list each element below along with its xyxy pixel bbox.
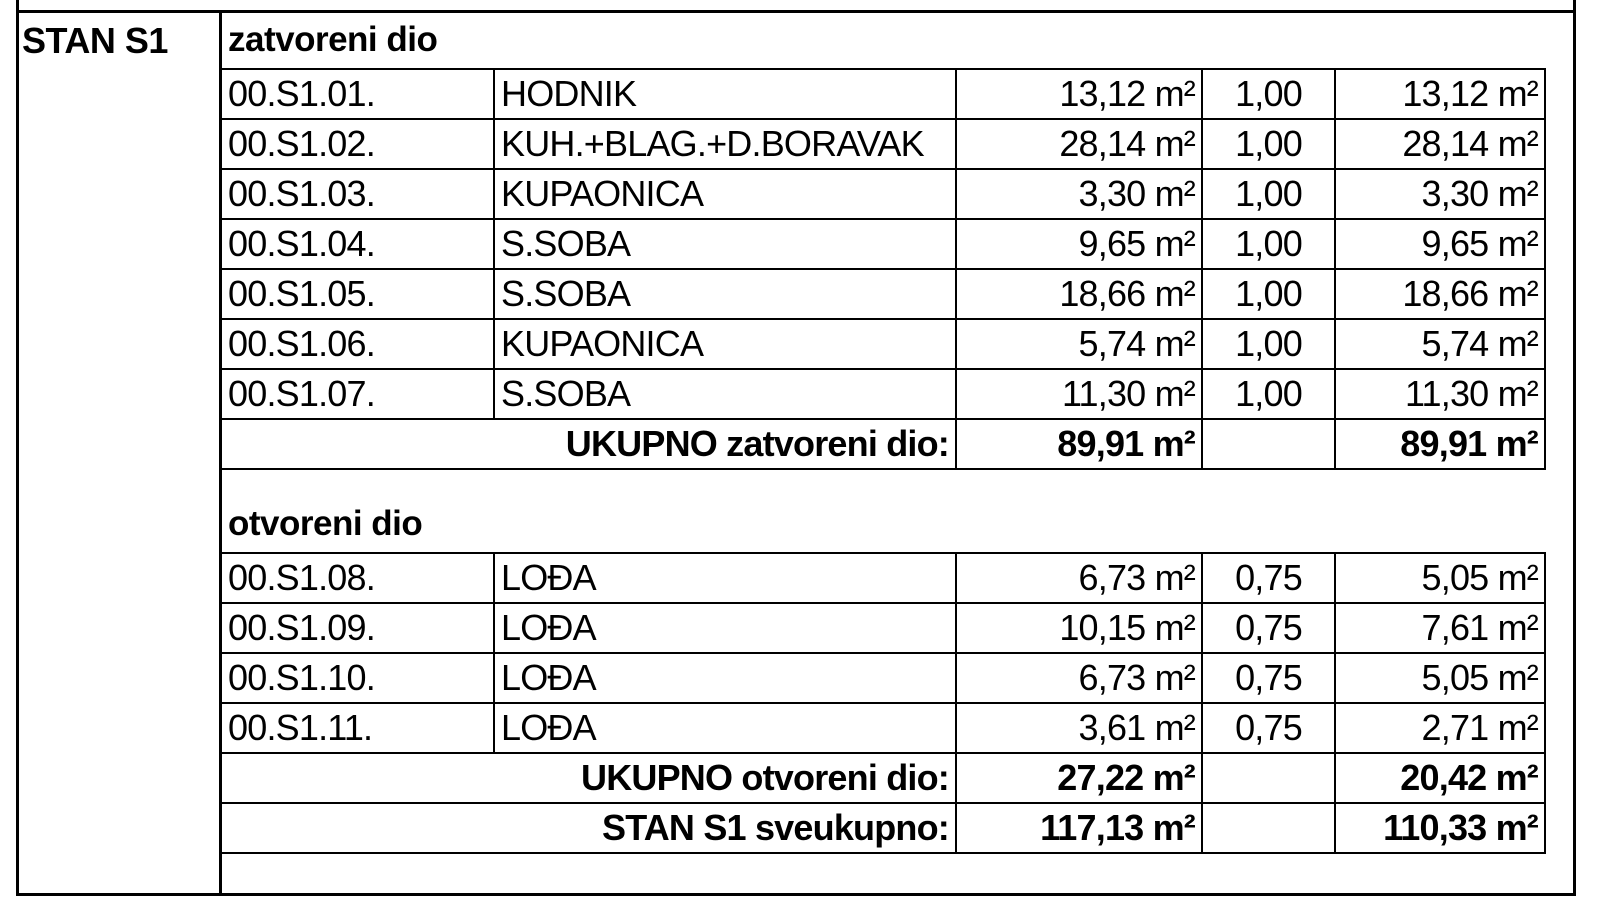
sum-area-value: 89,91	[1057, 423, 1144, 464]
room-weighted-area-value: 28,14	[1402, 123, 1489, 164]
room-weighted-area-value: 5,05	[1421, 557, 1489, 598]
room-coefficient	[1202, 603, 1335, 653]
unit-label: m²	[1154, 373, 1195, 414]
sum-label-value: UKUPNO zatvoreni dio:	[565, 423, 949, 464]
room-weighted-area-value: 13,12	[1402, 73, 1489, 114]
sum-area	[956, 419, 1202, 469]
room-coefficient	[1202, 653, 1335, 703]
room-name-value: S.SOBA	[501, 223, 631, 264]
room-code	[221, 369, 494, 419]
room-name	[494, 219, 956, 269]
table-row	[221, 553, 1545, 603]
room-name-value: HODNIK	[501, 73, 637, 114]
closed-section-table	[220, 68, 1546, 470]
section-title-open: otvoreni dio	[228, 504, 423, 543]
sum-weighted-area-value: 20,42	[1400, 757, 1487, 798]
sum-weighted-area-value: 89,91	[1400, 423, 1487, 464]
room-coefficient-value: 1,00	[1235, 173, 1302, 214]
room-weighted-area	[1335, 319, 1545, 369]
room-name	[494, 119, 956, 169]
room-weighted-area-value: 11,30	[1404, 373, 1489, 414]
sum-label-value: STAN S1 sveukupno:	[602, 807, 949, 848]
unit-label: m²	[1154, 123, 1195, 164]
room-area-value: 3,30	[1078, 173, 1146, 214]
unit-label: m²	[1497, 173, 1538, 214]
sum-weighted-area	[1335, 803, 1545, 853]
room-weighted-area	[1335, 553, 1545, 603]
unit-label: m²	[1154, 273, 1195, 314]
room-code	[221, 703, 494, 753]
room-coefficient	[1202, 269, 1335, 319]
unit-label: m²	[1497, 123, 1538, 164]
sum-label	[221, 753, 956, 803]
room-code-value: 00.S1.06.	[228, 323, 375, 364]
room-code	[221, 653, 494, 703]
table-row	[221, 219, 1545, 269]
room-code	[221, 219, 494, 269]
unit-label: m²	[1497, 657, 1538, 698]
open-section-table	[220, 552, 1546, 854]
room-coefficient-value: 0,75	[1235, 657, 1302, 698]
sum-label	[221, 803, 956, 853]
unit-label: m²	[1497, 707, 1538, 748]
room-code	[221, 553, 494, 603]
room-coefficient-value: 0,75	[1235, 607, 1302, 648]
unit-label: m²	[1154, 173, 1195, 214]
room-name-value: LOĐA	[501, 607, 596, 648]
unit-label: m²	[1154, 223, 1195, 264]
room-code	[221, 319, 494, 369]
room-name	[494, 703, 956, 753]
room-name-value: S.SOBA	[501, 373, 631, 414]
room-weighted-area	[1335, 169, 1545, 219]
room-weighted-area	[1335, 269, 1545, 319]
room-name	[494, 369, 956, 419]
empty-cell	[1202, 753, 1335, 803]
room-coefficient-value: 1,00	[1235, 373, 1302, 414]
room-coefficient	[1202, 703, 1335, 753]
unit-label: m²	[1152, 757, 1195, 798]
subtotal-row	[221, 419, 1545, 469]
room-code-value: 00.S1.08.	[228, 557, 375, 598]
room-coefficient	[1202, 553, 1335, 603]
room-weighted-area-value: 5,05	[1421, 657, 1489, 698]
unit-label: m²	[1495, 807, 1538, 848]
room-code-value: 00.S1.05.	[228, 273, 375, 314]
room-name	[494, 169, 956, 219]
table-row	[221, 119, 1545, 169]
room-weighted-area	[1335, 69, 1545, 119]
unit-label: m²	[1497, 373, 1538, 414]
room-coefficient	[1202, 219, 1335, 269]
room-name-value: LOĐA	[501, 557, 596, 598]
room-area	[956, 369, 1202, 419]
room-name	[494, 69, 956, 119]
room-area-value: 28,14	[1059, 123, 1146, 164]
sum-label-value: UKUPNO otvoreni dio:	[581, 757, 949, 798]
room-code-value: 00.S1.01.	[228, 73, 375, 114]
room-name	[494, 553, 956, 603]
room-area-value: 10,15	[1059, 607, 1146, 648]
room-area	[956, 653, 1202, 703]
room-code-value: 00.S1.02.	[228, 123, 375, 164]
room-area-value: 18,66	[1059, 273, 1146, 314]
sum-label	[221, 419, 956, 469]
unit-label: m²	[1154, 557, 1195, 598]
unit-label: m²	[1495, 423, 1538, 464]
room-coefficient	[1202, 319, 1335, 369]
unit-label: m²	[1497, 273, 1538, 314]
empty-cell	[1202, 419, 1335, 469]
table-row	[221, 69, 1545, 119]
room-area	[956, 69, 1202, 119]
unit-label: m²	[1152, 423, 1195, 464]
room-coefficient	[1202, 169, 1335, 219]
room-coefficient	[1202, 119, 1335, 169]
room-code-value: 00.S1.07.	[228, 373, 375, 414]
room-code-value: 00.S1.11.	[228, 707, 373, 748]
room-area	[956, 703, 1202, 753]
room-name	[494, 653, 956, 703]
table-row	[221, 603, 1545, 653]
room-area-value: 5,74	[1078, 323, 1146, 364]
room-code-value: 00.S1.10.	[228, 657, 375, 698]
room-area-value: 9,65	[1078, 223, 1146, 264]
room-coefficient-value: 1,00	[1235, 123, 1302, 164]
room-code-value: 00.S1.09.	[228, 607, 375, 648]
room-code-value: 00.S1.04.	[228, 223, 375, 264]
room-area-value: 13,12	[1059, 73, 1146, 114]
room-name-value: KUH.+BLAG.+D.BORAVAK	[501, 123, 924, 164]
room-area	[956, 219, 1202, 269]
room-area	[956, 119, 1202, 169]
section-title-closed: zatvoreni dio	[228, 20, 438, 59]
table-row	[221, 653, 1545, 703]
room-name-value: S.SOBA	[501, 273, 631, 314]
room-weighted-area	[1335, 119, 1545, 169]
room-name-value: KUPAONICA	[501, 173, 704, 214]
room-area	[956, 553, 1202, 603]
room-area	[956, 603, 1202, 653]
grand-total-row	[221, 803, 1545, 853]
unit-label: m²	[1497, 73, 1538, 114]
subtotal-row	[221, 753, 1545, 803]
unit-label: m²	[1152, 807, 1195, 848]
room-code	[221, 119, 494, 169]
room-name	[494, 269, 956, 319]
unit-label: m²	[1495, 757, 1538, 798]
room-weighted-area-value: 3,30	[1421, 173, 1489, 214]
room-weighted-area	[1335, 219, 1545, 269]
sum-area-value: 27,22	[1057, 757, 1144, 798]
room-coefficient-value: 1,00	[1235, 323, 1302, 364]
room-coefficient-value: 1,00	[1235, 223, 1302, 264]
sum-area	[956, 803, 1202, 853]
room-coefficient-value: 1,00	[1235, 73, 1302, 114]
unit-label: m²	[1154, 73, 1195, 114]
unit-label: m²	[1154, 707, 1195, 748]
table-row	[221, 703, 1545, 753]
table-row	[221, 169, 1545, 219]
unit-label: m²	[1154, 323, 1195, 364]
room-weighted-area-value: 2,71	[1421, 707, 1489, 748]
table-row	[221, 319, 1545, 369]
unit-label: m²	[1497, 223, 1538, 264]
room-code	[221, 603, 494, 653]
room-area-value: 6,73	[1078, 657, 1146, 698]
room-code-value: 00.S1.03.	[228, 173, 375, 214]
sum-area	[956, 753, 1202, 803]
room-coefficient-value: 1,00	[1235, 273, 1302, 314]
sum-weighted-area-value: 110,33	[1383, 807, 1487, 848]
unit-label: m²	[1497, 557, 1538, 598]
sum-weighted-area	[1335, 753, 1545, 803]
room-weighted-area	[1335, 369, 1545, 419]
room-area-value: 11,30	[1061, 373, 1146, 414]
unit-label: m²	[1154, 607, 1195, 648]
room-name	[494, 319, 956, 369]
room-name-value: KUPAONICA	[501, 323, 704, 364]
room-weighted-area	[1335, 603, 1545, 653]
room-code	[221, 69, 494, 119]
room-coefficient	[1202, 369, 1335, 419]
unit-label: m²	[1497, 607, 1538, 648]
room-coefficient-value: 0,75	[1235, 557, 1302, 598]
room-area-value: 3,61	[1078, 707, 1146, 748]
sum-area-value: 117,13	[1040, 807, 1144, 848]
room-weighted-area	[1335, 653, 1545, 703]
room-area-value: 6,73	[1078, 557, 1146, 598]
table-row	[221, 269, 1545, 319]
room-name-value: LOĐA	[501, 657, 596, 698]
room-coefficient	[1202, 69, 1335, 119]
room-code	[221, 169, 494, 219]
room-area	[956, 319, 1202, 369]
room-area	[956, 169, 1202, 219]
room-name-value: LOĐA	[501, 707, 596, 748]
room-area	[956, 269, 1202, 319]
room-coefficient-value: 0,75	[1235, 707, 1302, 748]
room-weighted-area-value: 18,66	[1402, 273, 1489, 314]
room-weighted-area-value: 9,65	[1421, 223, 1489, 264]
room-name	[494, 603, 956, 653]
room-weighted-area-value: 5,74	[1421, 323, 1489, 364]
unit-label: m²	[1154, 657, 1195, 698]
unit-label: m²	[1497, 323, 1538, 364]
empty-cell	[1202, 803, 1335, 853]
table-row	[221, 369, 1545, 419]
apartment-label: STAN S1	[22, 20, 168, 61]
room-code	[221, 269, 494, 319]
room-weighted-area	[1335, 703, 1545, 753]
room-weighted-area-value: 7,61	[1421, 607, 1489, 648]
sum-weighted-area	[1335, 419, 1545, 469]
